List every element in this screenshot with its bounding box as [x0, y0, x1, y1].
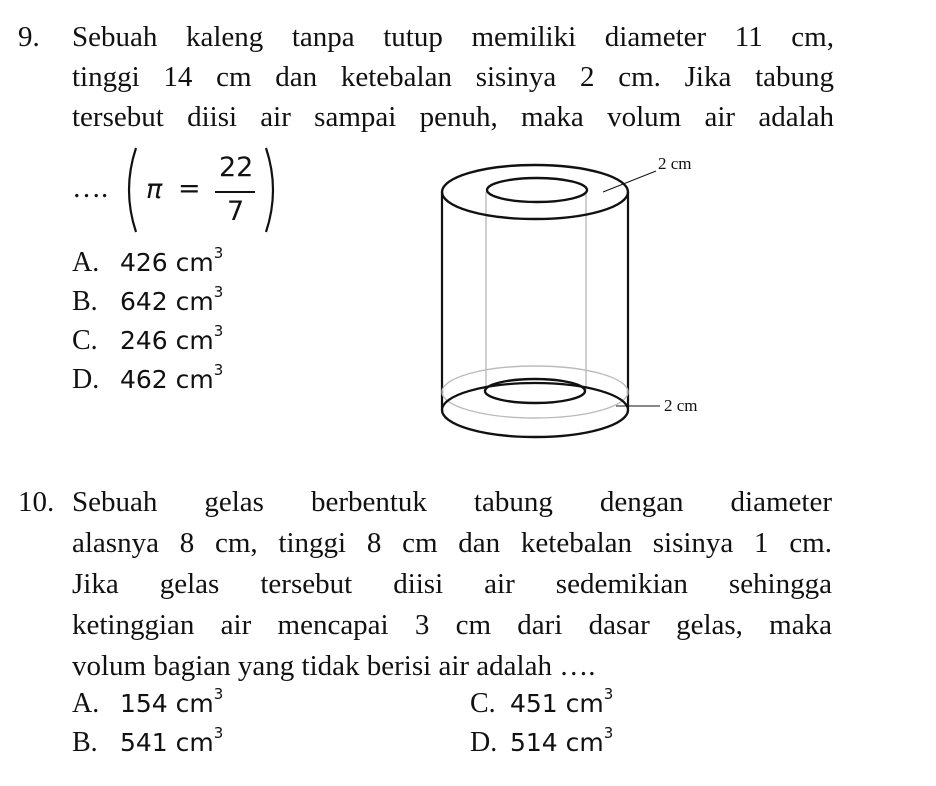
option-power: 3	[213, 321, 224, 340]
top-inner-rim	[487, 178, 587, 202]
option-letter: C.	[72, 325, 98, 356]
option-unit: cm	[175, 326, 214, 355]
option-unit: cm	[175, 287, 214, 316]
label-bottom-thickness: 2 cm	[664, 396, 698, 415]
option-letter: B.	[72, 727, 98, 758]
q10-line-4: ketinggian air mencapai 3 cm dari dasar gelas, maka	[72, 609, 832, 641]
q10-option-d[interactable]	[470, 723, 614, 759]
option-power: 3	[213, 360, 224, 379]
option-power: 3	[213, 282, 224, 301]
q10-option-b[interactable]	[72, 723, 224, 759]
option-value: 462	[120, 365, 168, 394]
option-power: 3	[213, 243, 224, 262]
q10-number: 10.	[18, 486, 55, 518]
option-power: 3	[213, 723, 224, 742]
pi-numerator: 22	[219, 152, 254, 183]
option-value: 642	[120, 287, 168, 316]
option-power: 3	[213, 684, 224, 703]
q10-option-c[interactable]	[470, 684, 614, 720]
q10-line-1: Sebuah gelas berbentuk tabung dengan diameter	[72, 486, 832, 518]
option-value: 154	[120, 689, 168, 718]
option-value: 426	[120, 248, 168, 277]
option-unit: cm	[175, 248, 214, 277]
label-top-thickness: 2 cm	[658, 154, 692, 173]
option-unit: cm	[565, 728, 604, 757]
q9-number: 9.	[18, 21, 40, 53]
option-letter: D.	[72, 364, 100, 395]
q10-line-3: Jika gelas tersebut diisi air sedemikian sehingga	[72, 568, 832, 600]
pi-denominator: 7	[227, 196, 245, 227]
option-unit: cm	[175, 365, 214, 394]
option-letter: D.	[470, 727, 498, 758]
option-value: 514	[510, 728, 558, 757]
base-outer-back	[442, 383, 628, 410]
option-power: 3	[603, 684, 614, 703]
q10-line-5: volum bagian yang tidak berisi air adalah ….	[72, 650, 596, 682]
q9-ellipsis: ….	[72, 172, 109, 204]
option-value: 541	[120, 728, 168, 757]
pi-symbol: π	[146, 174, 163, 205]
base-upper-ring	[442, 366, 628, 418]
q9-option-a[interactable]	[72, 243, 224, 279]
pi-equals: =	[178, 173, 201, 204]
q9-option-c[interactable]	[72, 321, 224, 357]
option-letter: B.	[72, 286, 98, 317]
top-outer-rim	[442, 165, 628, 219]
pi-parentheses	[118, 140, 288, 240]
base-outer-bottom	[442, 410, 628, 437]
q9-option-b[interactable]	[72, 282, 224, 318]
q9-line-1: Sebuah kaleng tanpa tutup memiliki diameter 11 cm,	[72, 21, 834, 53]
option-unit: cm	[175, 728, 214, 757]
option-letter: C.	[470, 688, 496, 719]
q10-option-a[interactable]	[72, 684, 224, 720]
q9-line-2: tinggi 14 cm dan ketebalan sisinya 2 cm. Jika tabung	[72, 61, 834, 93]
q9-line-3: tersebut diisi air sampai penuh, maka volum air adalah	[72, 101, 834, 133]
option-letter: A.	[72, 247, 100, 278]
option-value: 451	[510, 689, 558, 718]
pi-formula	[118, 140, 288, 240]
option-power: 3	[603, 723, 614, 742]
top-label-leader	[603, 171, 656, 192]
option-unit: cm	[175, 689, 214, 718]
option-value: 246	[120, 326, 168, 355]
q9-option-d[interactable]	[72, 360, 224, 396]
option-unit: cm	[565, 689, 604, 718]
q10-line-2: alasnya 8 cm, tinggi 8 cm dan ketebalan sisinya 1 cm.	[72, 527, 832, 559]
option-letter: A.	[72, 688, 100, 719]
